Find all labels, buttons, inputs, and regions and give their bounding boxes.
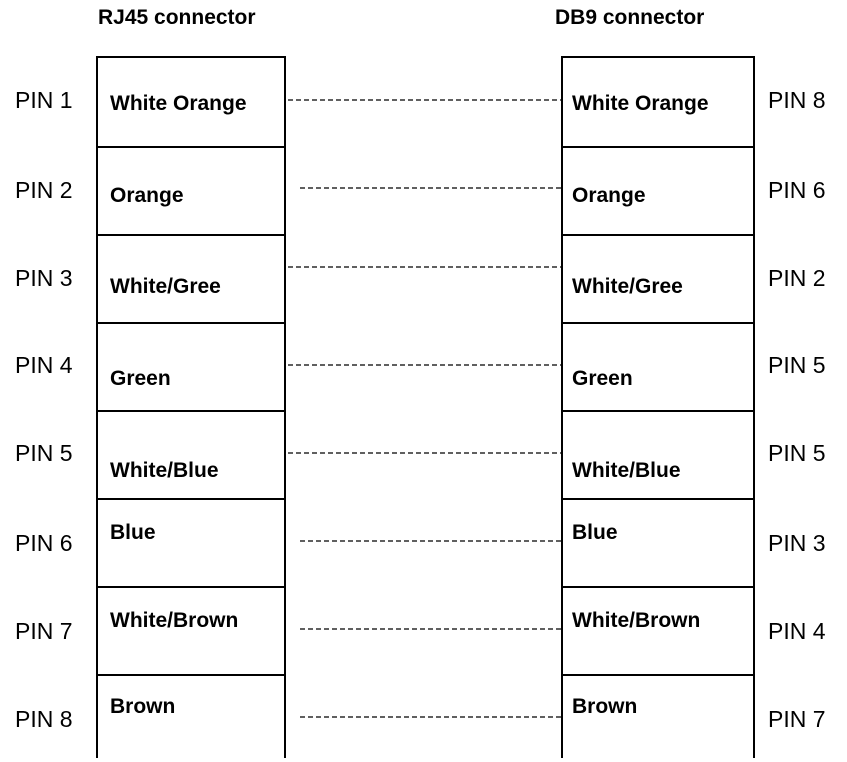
db9-cell-6 bbox=[563, 498, 753, 586]
rj45-wire-1: White Orange bbox=[110, 92, 247, 115]
rj45-pin-4: PIN 4 bbox=[15, 352, 73, 378]
db9-pin-6: PIN 3 bbox=[768, 530, 826, 556]
rj45-connector bbox=[96, 56, 286, 758]
rj45-pin-6: PIN 6 bbox=[15, 530, 73, 556]
db9-pin-4: PIN 5 bbox=[768, 352, 826, 378]
db9-wire-7: White/Brown bbox=[572, 609, 701, 632]
db9-cell-3 bbox=[563, 234, 753, 322]
rj45-cell-6 bbox=[98, 498, 284, 586]
rj45-cell-8 bbox=[98, 674, 284, 762]
rj45-wire-7: White/Brown bbox=[110, 609, 239, 632]
rj45-pin-7: PIN 7 bbox=[15, 618, 73, 644]
db9-cell-4 bbox=[563, 322, 753, 410]
db9-pin-2: PIN 6 bbox=[768, 177, 826, 203]
db9-cell-8 bbox=[563, 674, 753, 762]
db9-title: DB9 connector bbox=[555, 6, 705, 29]
db9-wire-2: Orange bbox=[572, 184, 646, 207]
rj45-pin-8: PIN 8 bbox=[15, 706, 73, 732]
rj45-cell-4 bbox=[98, 322, 284, 410]
rj45-cell-3 bbox=[98, 234, 284, 322]
db9-pin-7: PIN 4 bbox=[768, 618, 826, 644]
db9-wire-3: White/Gree bbox=[572, 275, 683, 298]
rj45-wire-5: White/Blue bbox=[110, 459, 219, 482]
db9-cell-7 bbox=[563, 586, 753, 674]
rj45-cell-5 bbox=[98, 410, 284, 498]
rj45-wire-3: White/Gree bbox=[110, 275, 221, 298]
db9-cell-2 bbox=[563, 146, 753, 234]
rj45-wire-2: Orange bbox=[110, 184, 184, 207]
rj45-cell-1 bbox=[98, 58, 284, 146]
rj45-wire-4: Green bbox=[110, 367, 171, 390]
db9-pin-1: PIN 8 bbox=[768, 87, 826, 113]
rj45-wire-8: Brown bbox=[110, 695, 176, 718]
db9-wire-4: Green bbox=[572, 367, 633, 390]
db9-wire-8: Brown bbox=[572, 695, 638, 718]
db9-wire-1: White Orange bbox=[572, 92, 709, 115]
rj45-pin-2: PIN 2 bbox=[15, 177, 73, 203]
db9-cell-1 bbox=[563, 58, 753, 146]
db9-wire-5: White/Blue bbox=[572, 459, 681, 482]
db9-cell-5 bbox=[563, 410, 753, 498]
rj45-pin-1: PIN 1 bbox=[15, 87, 73, 113]
rj45-cell-2 bbox=[98, 146, 284, 234]
rj45-title: RJ45 connector bbox=[98, 6, 256, 29]
db9-wire-6: Blue bbox=[572, 521, 618, 544]
rj45-cell-7 bbox=[98, 586, 284, 674]
db9-connector bbox=[561, 56, 755, 758]
db9-pin-5: PIN 5 bbox=[768, 440, 826, 466]
rj45-wire-6: Blue bbox=[110, 521, 156, 544]
rj45-pin-3: PIN 3 bbox=[15, 265, 73, 291]
db9-pin-8: PIN 7 bbox=[768, 706, 826, 732]
rj45-pin-5: PIN 5 bbox=[15, 440, 73, 466]
db9-pin-3: PIN 2 bbox=[768, 265, 826, 291]
